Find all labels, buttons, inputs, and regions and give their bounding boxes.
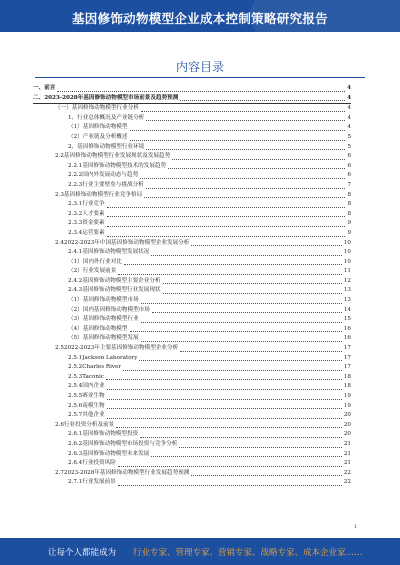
toc-entry[interactable] — [33, 94, 351, 105]
toc-entry-page: 19 — [343, 402, 351, 409]
toc-divider — [35, 77, 365, 78]
toc-entry-page: 10 — [343, 258, 351, 265]
toc-entry[interactable] — [33, 267, 351, 277]
toc-entry-text: Jackson Laboratory — [82, 354, 138, 361]
toc-dot-leader — [107, 216, 346, 217]
toc-dot-leader — [116, 427, 342, 428]
toc-dot-leader — [130, 331, 342, 332]
toc-entry-page: 4 — [347, 105, 351, 112]
toc-entry-page: 20 — [343, 412, 351, 419]
toc-entry-text: 行业投资风险 — [82, 460, 116, 467]
toc-entry-page: 17 — [343, 354, 351, 361]
toc-entry-text: 基因修饰动物模型行业发展现状 — [82, 287, 161, 294]
toc-dot-leader — [151, 255, 342, 256]
toc-entry-text: Charles River — [82, 364, 122, 371]
toc-entry-text: 2023-2028年基因修饰动物模型市场前景及趋势预测 — [44, 94, 179, 101]
toc-entry[interactable] — [33, 200, 351, 210]
toc-entry-text: 2022-2023年中国基因修饰动物模型企业发展分析 — [63, 239, 190, 246]
toc-entry-page: 4 — [347, 85, 351, 91]
toc-entry-page: 9 — [347, 220, 351, 227]
toc-entry-number: 2.3.2 — [68, 210, 83, 217]
toc-entry[interactable] — [33, 325, 351, 335]
toc-entry-number: 2.2.1 — [68, 162, 83, 169]
toc-entry-number: 2.5.2 — [68, 364, 83, 371]
toc-entry-text: 2、基因修饰动物模型行业环境 — [68, 143, 145, 150]
toc-entry[interactable] — [33, 306, 351, 316]
toc-dot-leader — [180, 351, 342, 352]
toc-entry[interactable] — [33, 229, 351, 239]
toc-entry-page: 13 — [343, 297, 351, 304]
toc-entry[interactable] — [33, 296, 351, 306]
toc-dot-leader — [107, 236, 346, 237]
toc-entry-number: 一、 — [33, 85, 45, 91]
toc-entry-page: 11 — [343, 268, 351, 275]
toc-entry[interactable] — [33, 114, 351, 124]
toc-entry[interactable] — [33, 248, 351, 258]
toc-entry[interactable] — [33, 344, 351, 354]
toc-dot-leader — [180, 100, 345, 101]
toc-entry-text: （3）基因修饰动物模型行业 — [68, 316, 139, 323]
toc-entry-number: 2.4 — [55, 239, 64, 246]
toc-entry-text: 人才要素 — [82, 210, 105, 217]
toc-dot-leader — [118, 485, 342, 486]
toc-entry-number: 2.5.5 — [68, 393, 83, 399]
toc-entry-text: （1）基因修饰动物模型市场 — [68, 297, 139, 304]
toc-entry-text: 资金要素 — [82, 220, 105, 227]
toc-entry[interactable] — [33, 450, 351, 460]
toc-entry[interactable] — [33, 459, 351, 469]
toc-entry[interactable] — [33, 162, 351, 172]
toc-entry-number: 2.6.4 — [68, 460, 83, 467]
toc-dot-leader — [123, 370, 342, 371]
toc-dot-leader — [146, 120, 345, 121]
toc-dot-leader — [141, 111, 346, 112]
toc-dot-leader — [140, 178, 345, 179]
toc-entry-page: 17 — [343, 345, 351, 352]
toc-entry-page: 21 — [343, 450, 351, 457]
toc-dot-leader — [144, 197, 345, 198]
toc-entry-text: 基因修饰动物模型主要企业分析 — [82, 277, 161, 284]
toc-entry-text: 南模生物 — [82, 402, 105, 409]
toc-entry-text: （2）产业链及分析概述 — [68, 133, 128, 140]
toc-entry-page: 8 — [347, 210, 351, 217]
toc-dot-leader — [172, 159, 345, 160]
toc-entry[interactable] — [33, 315, 351, 325]
footer-banner — [0, 538, 400, 565]
toc-entry-text: 前言 — [44, 85, 56, 91]
footer-slogan: 行业专家、管理专家、营销专家、战略专家、成本企业家…… — [133, 548, 363, 558]
toc-dot-leader — [146, 188, 346, 189]
toc-entry[interactable] — [33, 421, 351, 431]
toc-entry[interactable] — [33, 392, 351, 402]
toc-entry-number: 2.5.7 — [68, 412, 83, 419]
toc-entry[interactable] — [33, 478, 351, 488]
toc-entry[interactable] — [33, 181, 351, 191]
toc-entry-page: 6 — [347, 162, 351, 169]
toc-entry-text: 基因修饰动物模型行业发展现状及发展趋势 — [63, 153, 171, 160]
toc-entry-page: 18 — [343, 373, 351, 380]
toc-entry-number: 二、 — [33, 94, 45, 101]
toc-entry[interactable] — [33, 430, 351, 440]
toc-dot-leader — [107, 418, 342, 419]
toc-entry-text: （5）基因修饰动物模型发展 — [68, 335, 139, 342]
toc-dot-leader — [130, 140, 346, 141]
toc-entry[interactable] — [33, 334, 351, 344]
toc-dot-leader — [124, 264, 342, 265]
toc-entry-page: 17 — [343, 364, 351, 371]
toc-entry-text: 国内企业 — [82, 383, 105, 390]
toc-entry-text: 行业发展前景 — [82, 479, 116, 486]
toc-entry-text: 基因修饰动物模型技术的发展趋势 — [82, 162, 167, 169]
toc-entry[interactable] — [33, 152, 351, 162]
toc-entry-number: 2.5.1 — [68, 354, 83, 361]
toc-entry-page: 16 — [343, 335, 351, 342]
toc-entry-page: 7 — [347, 181, 351, 188]
toc-entry-number: 2.2.3 — [68, 181, 83, 188]
toc-entry-number: 2.3.4 — [68, 229, 83, 236]
toc-entry-text: 基因修饰动物模型发展状况 — [82, 249, 150, 256]
toc-entry-text: 1、行业总体概况及产业链分析 — [68, 114, 145, 121]
toc-entry-text: （2）国内基因修饰动物模型市场 — [68, 306, 150, 313]
report-header — [0, 0, 400, 32]
toc-entry-page: 6 — [347, 172, 351, 179]
toc-dot-leader — [107, 207, 346, 208]
toc-entry-number: 2.5.6 — [68, 402, 83, 409]
toc-entry-number: 2.6.2 — [68, 440, 83, 447]
page-number: 1 — [353, 524, 357, 530]
toc-entry-number: 2.5 — [55, 345, 64, 352]
toc-entry[interactable] — [33, 123, 351, 133]
toc-dot-leader — [139, 360, 341, 361]
toc-entry-text: 行业主要壁垒与挑战分析 — [82, 181, 144, 188]
toc-entry-text: （1）基因修饰动物模型 — [68, 124, 128, 131]
toc-entry-page: 16 — [343, 325, 351, 332]
toc-entry-text: 基因修饰动物模型投资 — [82, 431, 139, 438]
toc-entry[interactable] — [33, 354, 351, 364]
toc-entry-text: 其他企业 — [82, 412, 105, 419]
toc-dot-leader — [152, 312, 342, 313]
toc-entry[interactable] — [33, 143, 351, 153]
toc-dot-leader — [118, 274, 342, 275]
toc-entry-page: 18 — [343, 383, 351, 390]
toc-entry-page: 19 — [343, 393, 351, 399]
toc-entry-number: 2.7.1 — [68, 479, 83, 486]
toc-dot-leader — [107, 408, 342, 409]
toc-entry-page: 5 — [347, 143, 351, 150]
toc-entry-text: 2022-2023年主要基因修饰动物模型企业分析 — [63, 345, 179, 352]
toc-entry-text: 行业投资分析及前景 — [63, 421, 115, 428]
toc-entry-text: 基因修饰动物模型市场投资与竞争分析 — [82, 440, 178, 447]
toc-dot-leader — [140, 437, 342, 438]
toc-entry[interactable] — [33, 84, 351, 94]
toc-entry-number: 2.4.1 — [68, 249, 83, 256]
toc-dot-leader — [141, 322, 342, 323]
report-title: 基因修饰动物模型企业成本控制策略研究报告 — [71, 11, 328, 26]
toc-entry[interactable] — [33, 104, 351, 114]
toc-entry[interactable] — [33, 411, 351, 421]
toc-entry-page: 21 — [343, 460, 351, 467]
toc-dot-leader — [106, 379, 342, 380]
toc-entry[interactable] — [33, 258, 351, 268]
toc-entry-number: 2.4.2 — [68, 277, 83, 284]
toc-entry[interactable] — [33, 171, 351, 181]
toc-title: 内容目录 — [175, 60, 224, 74]
toc-entry-number: 2.3.3 — [68, 220, 83, 227]
toc-dot-leader — [168, 168, 345, 169]
toc-entry-text: （2）行业发展前景 — [68, 268, 117, 275]
toc-entry-text: 国内外发展动态与趋势 — [82, 172, 139, 179]
toc-dot-leader — [57, 91, 345, 92]
toc-entry-number: 2.3.1 — [68, 201, 83, 208]
toc-dot-leader — [191, 475, 342, 476]
toc-entry[interactable] — [33, 363, 351, 373]
toc-entry[interactable] — [33, 219, 351, 229]
toc-dot-leader — [191, 245, 342, 246]
toc-entry[interactable] — [33, 373, 351, 383]
toc-dot-leader — [163, 283, 342, 284]
toc-entry-page: 20 — [343, 421, 351, 428]
toc-entry-page: 6 — [347, 153, 351, 160]
toc-entry-number: 2.5.3 — [68, 373, 83, 380]
toc-entry-text: 运营要素 — [82, 229, 105, 236]
toc-entry-page: 12 — [343, 277, 351, 284]
toc-entry-number: 2.2.2 — [68, 172, 83, 179]
toc-entry-text: （1）国内外行业对比 — [68, 258, 122, 265]
toc-entry-text: 基因修饰动物模型未来发展 — [82, 450, 150, 457]
toc-entry-page: 9 — [347, 229, 351, 236]
toc-entry[interactable] — [33, 382, 351, 392]
toc-entry[interactable] — [33, 133, 351, 143]
toc-entry-number: 2.7 — [55, 469, 64, 476]
toc-dot-leader — [107, 399, 342, 400]
toc-dot-leader — [107, 389, 342, 390]
toc-entry-page: 4 — [347, 124, 351, 131]
toc-entry[interactable] — [33, 469, 351, 479]
toc-entry[interactable] — [33, 402, 351, 412]
toc-dot-leader — [107, 226, 346, 227]
toc-entry-number: 2.6.3 — [68, 450, 83, 457]
toc-entry-page: 4 — [347, 114, 351, 121]
toc-entry-text: 行业竞争 — [82, 201, 105, 208]
table-of-contents — [33, 84, 351, 488]
toc-entry-page: 15 — [343, 316, 351, 323]
toc-entry-text: 基因修饰动物模型行业竞争格局 — [63, 191, 143, 198]
toc-entry-number: 2.3 — [55, 191, 64, 198]
toc-dot-leader — [146, 149, 345, 150]
footer-brand: 让每个人都能成为 — [48, 548, 117, 558]
toc-dot-leader — [141, 341, 342, 342]
toc-entry[interactable] — [33, 440, 351, 450]
toc-entry-number: 2.5.4 — [68, 383, 83, 390]
toc-entry-text: （一）基因修饰动物模型行业分析 — [55, 105, 139, 112]
toc-entry-page: 10 — [343, 239, 351, 246]
toc-entry-number: 2.2 — [55, 153, 64, 160]
toc-entry[interactable] — [33, 239, 351, 249]
toc-dot-leader — [118, 466, 342, 467]
toc-entry-number: 2.6 — [55, 421, 64, 428]
toc-entry-page: 10 — [343, 249, 351, 256]
toc-entry-text: 赛业生物 — [82, 393, 105, 399]
toc-entry[interactable] — [33, 210, 351, 220]
toc-entry-text: （4）基因修饰动物模型 — [68, 325, 128, 332]
toc-entry-number: 2.4.3 — [68, 287, 83, 294]
toc-entry-page: 8 — [347, 191, 351, 198]
toc-entry-page: 5 — [347, 133, 351, 140]
toc-entry-text: Taconic — [82, 373, 104, 380]
toc-entry-page: 14 — [343, 306, 351, 313]
toc-dot-leader — [163, 293, 342, 294]
toc-entry-number: 2.6.1 — [68, 431, 83, 438]
toc-dot-leader — [141, 303, 342, 304]
toc-entry[interactable] — [33, 277, 351, 287]
toc-dot-leader — [130, 130, 346, 131]
toc-entry-text: 2023-2028年基因修饰动物模型行业发展趋势预测 — [63, 469, 190, 476]
toc-entry[interactable] — [33, 191, 351, 201]
toc-dot-leader — [179, 447, 342, 448]
toc-entry-page: 4 — [347, 94, 351, 101]
toc-dot-leader — [151, 456, 342, 457]
toc-entry-page: 22 — [343, 469, 351, 476]
toc-entry[interactable] — [33, 286, 351, 296]
toc-entry-page: 22 — [343, 479, 351, 486]
toc-entry-page: 21 — [343, 440, 351, 447]
toc-entry-page: 20 — [343, 431, 351, 438]
toc-entry-page: 8 — [347, 201, 351, 208]
toc-entry-page: 13 — [343, 287, 351, 294]
